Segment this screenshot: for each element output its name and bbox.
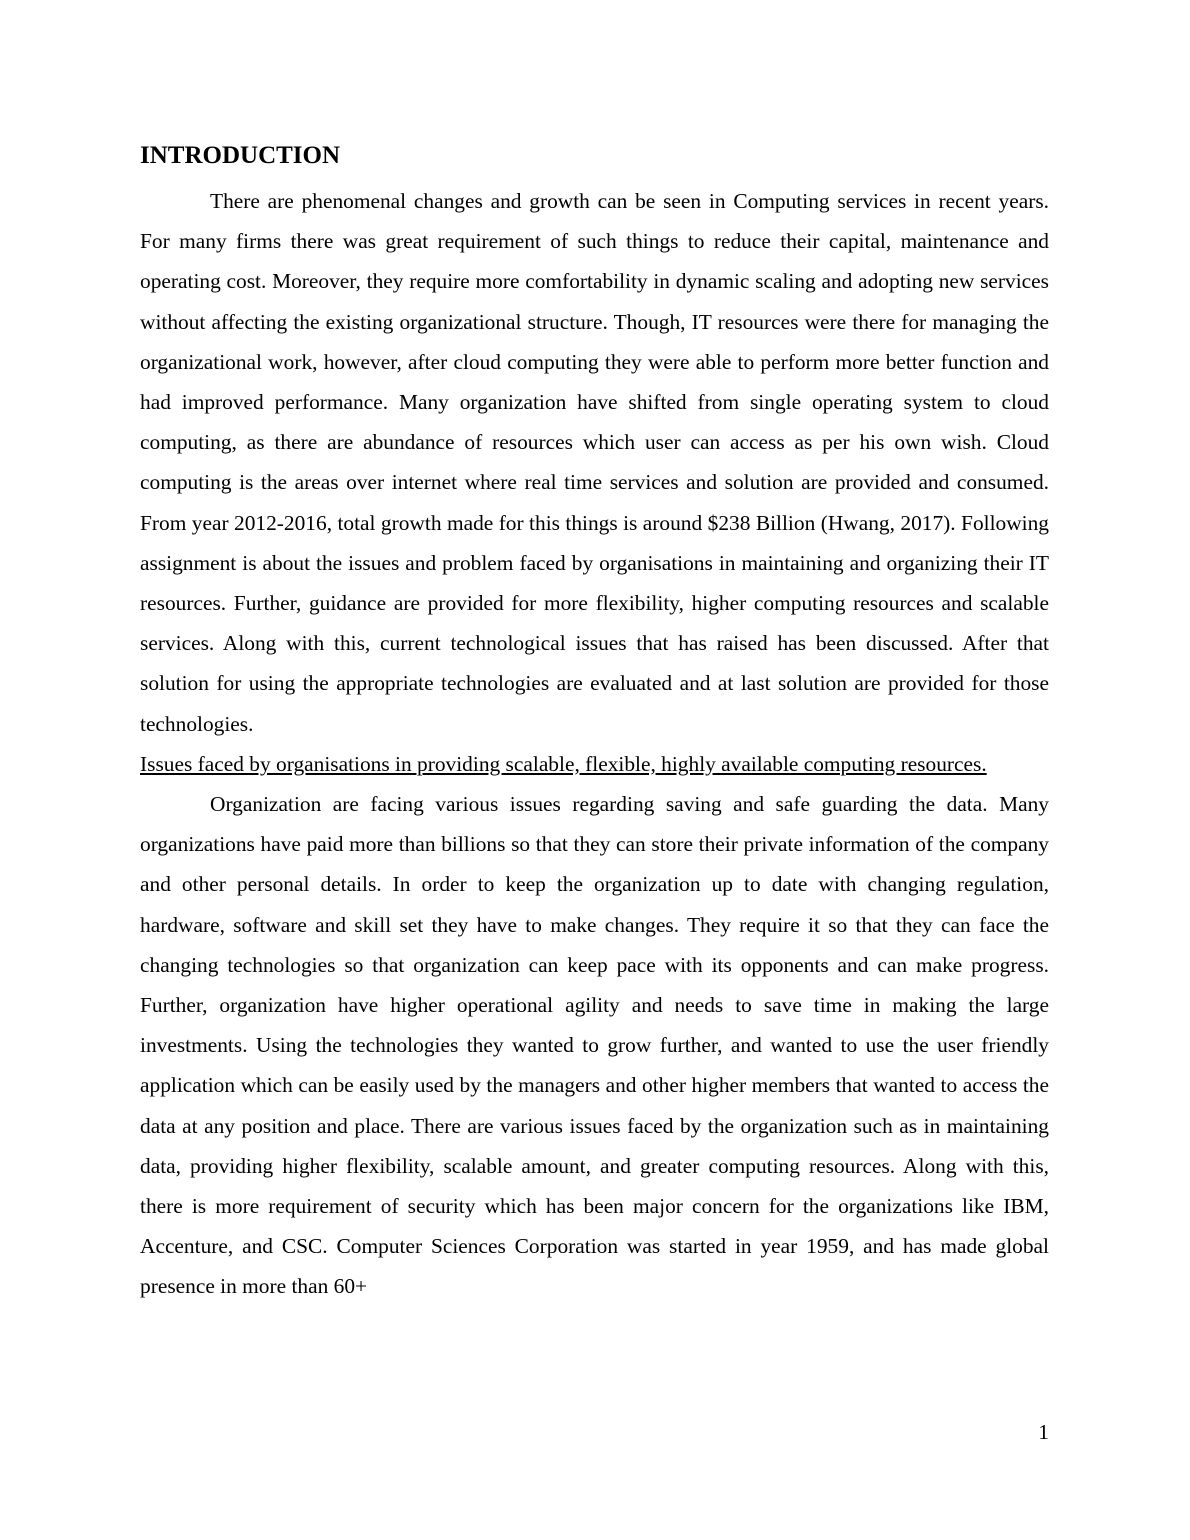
- issues-paragraph: Organization are facing various issues regarding saving and safe guarding the data. Many organizations have paid more than billions so that they can store their private information of the company and other personal details. In order to keep the organization up to date with changing regulation, hardware, software and skill set they have to make changes. They require it so that they can face the changing technologies so that organization can keep pace with its opponents and can make progress. Further, organization have higher operational agility and needs to save time in making the large investments. Using the technologies they wanted to grow further, and wanted to use the user friendly application which can be easily used by the managers and other higher members that wanted to access the data at any position and place. There are various issues faced by the organization such as in maintaining data, providing higher flexibility, scalable amount, and greater computing resources. Along with this, there is more requirement of security which has been major concern for the organizations like IBM, Accenture, and CSC. Computer Sciences Corporation was started in year 1959, and has made global presence in more than 60+: [140, 792, 1049, 1299]
- page-number: 1: [1038, 1420, 1049, 1444]
- issues-subheading: Issues faced by organisations in providing scalable, flexible, highly available computing resources.: [140, 751, 987, 776]
- intro-paragraph: There are phenomenal changes and growth can be seen in Computing services in recent years. For many firms there was great requirement of such things to reduce their capital, maintenance and operating cost. Moreover, they require more comfortability in dynamic scaling and adopting new services without affecting the existing organizational structure. Though, IT resources were there for managing the organizational work, however, after cloud computing they were able to perform more better function and had improved performance. Many organization have shifted from single operating system to cloud computing, as there are abundance of resources which user can access as per his own wish. Cloud computing is the areas over internet where real time services and solution are provided and consumed. From year 2012-2016, total growth made for this things is around $238 Billion (Hwang, 2017). Following assignment is about the issues and problem faced by organisations in maintaining and organizing their IT resources. Further, guidance are provided for more flexibility, higher computing resources and scalable services. Along with this, current technological issues that has raised has been discussed. After that solution for using the appropriate technologies are evaluated and at last solution are provided for those technologies.: [140, 189, 1049, 736]
- section-heading-introduction: INTRODUCTION: [140, 142, 341, 169]
- page-content: [140, 140, 1049, 1307]
